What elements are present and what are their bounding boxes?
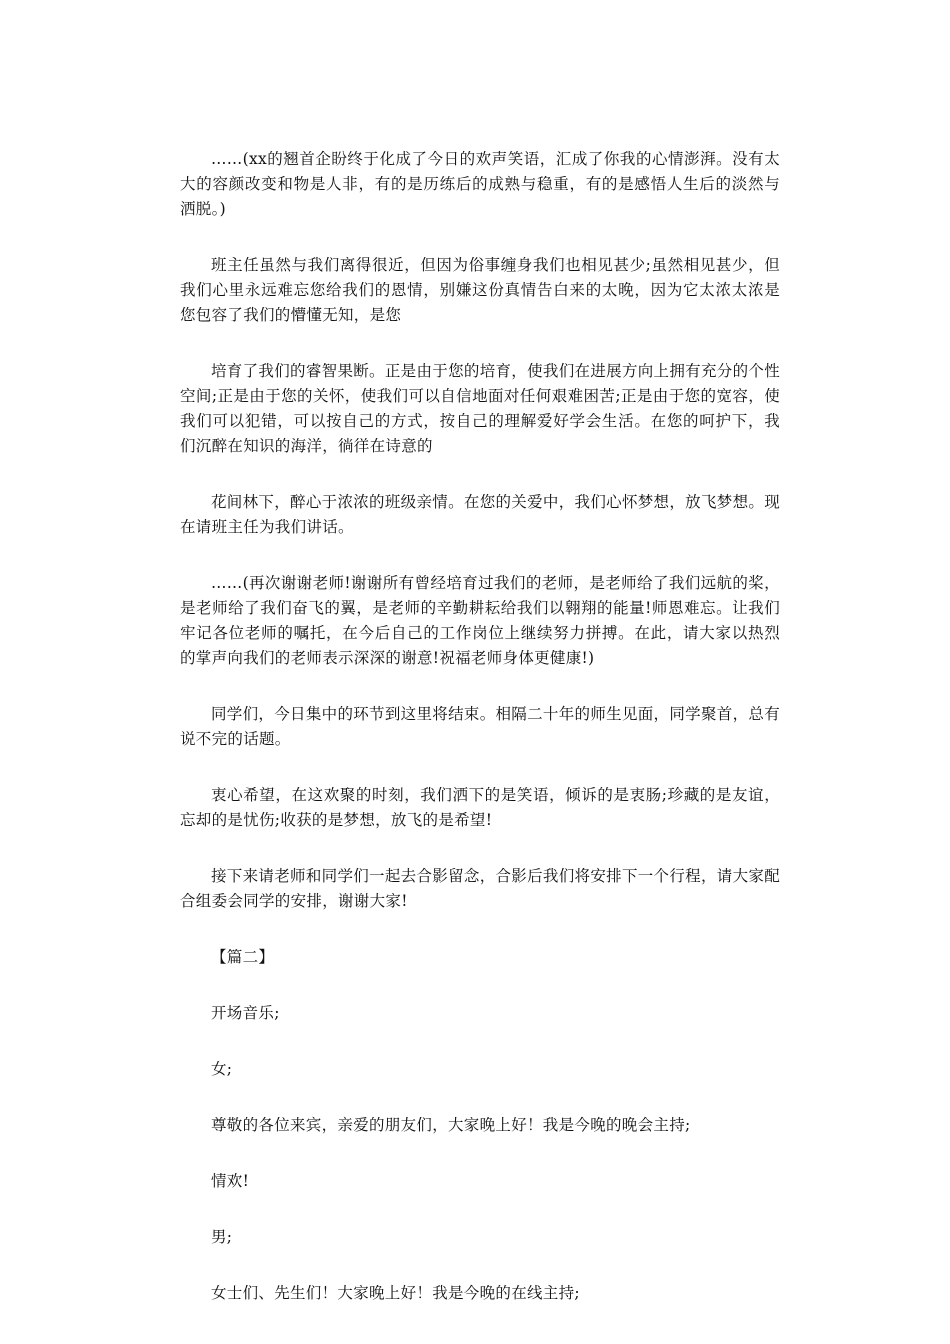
paragraph-group-photo: 接下来请老师和同学们一起去合影留念，合影后我们将安排下一个行程，请大家配合组委会同学的安排，谢谢大家! — [180, 867, 780, 910]
line-female-greeting: 尊敬的各位来宾，亲爱的朋友们，大家晚上好！我是今晚的晚会主持; — [211, 1116, 691, 1134]
paragraph-opening-reflection: ……(xx的翘首企盼终于化成了今日的欢声笑语，汇成了你我的心情澎湃。没有太大的容颜改变和物是人非，有的是历练后的成熟与稳重，有的是感悟人生后的淡然与洒脱。) — [180, 150, 780, 218]
paragraph-nurture: 培育了我们的睿智果断。正是由于您的培育，使我们在进展方向上拥有充分的个性空间;正是由于您的关怀，使我们可以自信地面对任何艰难困苦;正是由于您的宽容，使我们可以犯错，可以按自己的方式，按自己的理解爱好学会生活。在您的呵护下，我们沉醉在知识的海洋，徜徉在诗意的 — [180, 362, 780, 455]
section-heading-part-two: 【篇二】 — [211, 948, 275, 966]
paragraph-invite-speech: 花间林下，醉心于浓浓的班级亲情。在您的关爱中，我们心怀梦想，放飞梦想。现在请班主任为我们讲话。 — [180, 493, 780, 536]
line-opening-music: 开场音乐; — [211, 1004, 280, 1022]
paragraph-wishes: 衷心希望，在这欢聚的时刻，我们洒下的是笑语，倾诉的是衷肠;珍藏的是友谊，忘却的是忧伤;收获的是梦想，放飞的是希望! — [180, 786, 780, 829]
document-body — [180, 147, 780, 1337]
line-male-host: 男; — [211, 1228, 233, 1246]
line-host-name: 情欢! — [211, 1172, 250, 1190]
line-male-greeting: 女士们、先生们！大家晚上好！我是今晚的在线主持; — [211, 1284, 580, 1302]
line-female-host: 女; — [211, 1060, 233, 1078]
paragraph-segment-end: 同学们，今日集中的环节到这里将结束。相隔二十年的师生见面，同学聚首，总有说不完的话题。 — [180, 705, 780, 748]
paragraph-thank-teachers: ……(再次谢谢老师!谢谢所有曾经培育过我们的老师，是老师给了我们远航的桨，是老师给了我们奋飞的翼，是老师的辛勤耕耘给我们以翱翔的能量!师恩难忘。让我们牢记各位老师的嘱托，在今后自己的工作岗位上继续努力拼搏。在此，请大家以热烈的掌声向我们的老师表示深深的谢意!祝福老师身体更健康!) — [180, 574, 780, 667]
paragraph-head-teacher: 班主任虽然与我们离得很近，但因为俗事缠身我们也相见甚少;虽然相见甚少，但我们心里永远难忘您给我们的恩情，别嫌这份真情告白来的太晚，因为它太浓太浓是您包容了我们的懵懂无知，是您 — [180, 256, 780, 324]
